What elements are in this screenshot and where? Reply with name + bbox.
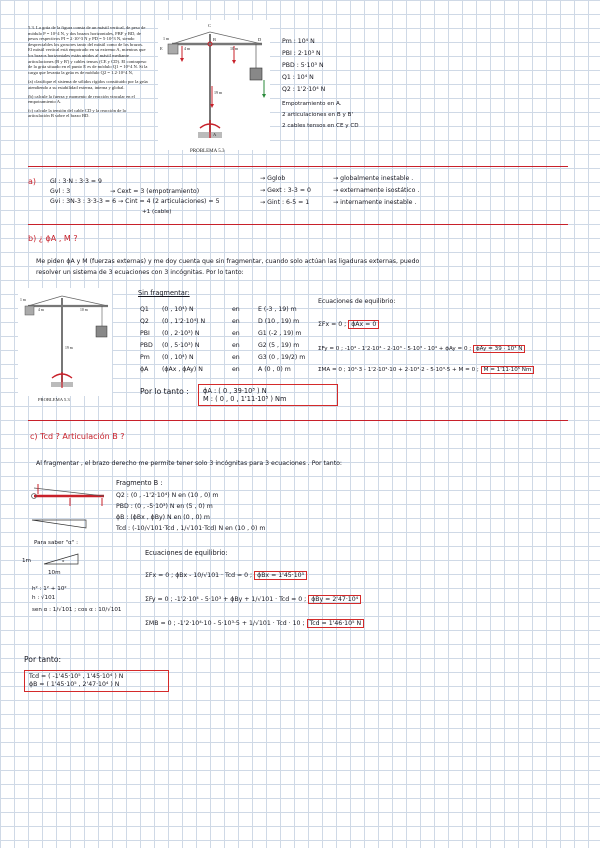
- force-point: G3 (0 , 19/2) m: [258, 354, 306, 361]
- fig-dim-19m: 19 m: [214, 90, 223, 95]
- force-name: Q1: [140, 306, 149, 313]
- force-name: Pm: [140, 354, 150, 361]
- part-a-ext-result: → externamente isostático .: [333, 187, 420, 194]
- force-point: E (-3 , 19) m: [258, 306, 297, 313]
- svg-text:α: α: [62, 558, 65, 563]
- part-c-force-list: [116, 492, 265, 536]
- part-a-gvl: Gvl : 3: [50, 188, 71, 195]
- equation-text: ΣFy = 0 ; -10⁴ - 1'2·10⁴ - 2·10³ - 5·10³ - 10⁴ + ϕAy = 0 ;: [318, 346, 472, 352]
- hypotenuse-eq: h² : 1² + 10²: [32, 586, 67, 592]
- fig-label-e: E: [160, 46, 163, 51]
- force-row: ϕB : (ϕBx , ϕBy) N en (0 , 0) m: [116, 514, 210, 521]
- result-box: ϕBx = 1'45·10⁵: [254, 571, 307, 580]
- fig2-dim-4m: 4 m: [38, 308, 44, 312]
- part-b-eq-fy: [318, 345, 525, 353]
- result-box: ϕAy = 39 · 10³ N: [473, 345, 525, 353]
- force-vector: (ϕAx , ϕAy) N: [162, 366, 203, 373]
- part-a-int-result: → internamente inestable .: [333, 199, 417, 206]
- part-a-label: a): [28, 177, 37, 186]
- force-name: Q2: [140, 318, 149, 325]
- fig-label-b: B: [213, 37, 217, 42]
- force-en: en: [232, 366, 240, 373]
- part-b-eq-fx: [318, 321, 379, 329]
- section-divider: [28, 420, 568, 421]
- triangle-base: 10m: [48, 570, 61, 576]
- equation-text: ΣFy = 0 ; -1'2·10⁴ - 5·10³ + ϕBy + 1/√101 · Tcd = 0 ;: [145, 596, 307, 603]
- given-item: 2 articulaciones en B y B': [282, 112, 353, 118]
- figure-caption: PROBLEMA 5.3: [190, 149, 225, 154]
- part-a-global-result: → globalmente inestable .: [333, 175, 414, 182]
- part-c-eq-moment: [145, 620, 364, 628]
- fig-label-c: C: [208, 23, 212, 28]
- part-c-eq-fy: [145, 596, 361, 604]
- hypotenuse-value: h : √101: [32, 595, 56, 601]
- part-c-heading: Fragmento B :: [116, 479, 163, 487]
- fig2-dim-10m: 10 m: [80, 308, 88, 312]
- force-vector: (0 , 10⁴) N: [162, 306, 194, 313]
- part-a-gglob: → Gglob: [260, 175, 286, 182]
- figure-2-caption: PROBLEMA 5.3: [38, 397, 70, 402]
- problem-part-c: (c) calcule la tensión del cable CD y la reacción de la articulación B sobre el brazo BD.: [28, 107, 126, 119]
- equation-text: ΣFx = 0 ;: [318, 321, 347, 328]
- problem-text: 5.3. La grúa de la figura consta de un mástil vertical, de peso de módulo P = 10^4 N, y dos brazos horizontales, FBF y BD, de pesos respectivos PI = 2·10^3 N y PD = 5·10^3 N, siendo despreciables los grosores tanto del mástil como de los brazos. El mástil vertical está empotrado en su extremo A, mientras que los brazos horizontales están unidos al mástil mediante articulaciones (B y B') y cables tensos (CE y CD). El contrapeso de la grúa situado en el punto E es de módulo Q1 = 10^4 N. Si la carga que levanta la grúa es de módulo Q2 = 1.2·10^4 N,: [28, 25, 148, 75]
- crane-figure-2: [18, 288, 112, 396]
- force-en: en: [232, 330, 240, 337]
- final-label: Por tanto:: [24, 655, 62, 664]
- problem-part-a: (a) clasifique el sistema de sólidos rígidos constituido por la grúa atendiendo a su estabilidad externa, interna y global.: [28, 79, 148, 90]
- part-b-eq-moment: [318, 366, 534, 374]
- result-box: M = 1'11·10⁵ Nm: [481, 366, 535, 374]
- result-phi-a: ϕA : ( 0 , 39·10³ ) N: [203, 387, 267, 395]
- part-c-eq-fx: [145, 572, 307, 580]
- problem-part-b: (b) calcule la fuerza y momento de reacción vincular en el empotramiento A.: [28, 93, 135, 105]
- part-c-title: c) Tcd ? Articulación B ?: [30, 432, 125, 441]
- given-item: Empotramiento en A.: [282, 101, 342, 107]
- fig-label-a: A: [213, 132, 217, 137]
- boom-fragment-sketch: [30, 478, 110, 508]
- given-item: 2 cables tensos en CE y CD: [282, 123, 359, 129]
- crane-figure: [158, 20, 270, 150]
- equation-text: ΣMA = 0 ; 10⁴·3 - 1'2·10⁴·10 + 2·10³·2 - 5·10³·5 + M = 0 ;: [318, 367, 479, 373]
- force-vector: (0 , 2·10³) N: [162, 330, 200, 337]
- section-divider: [28, 224, 568, 225]
- final-tcd: Tcd = ( -1'45·10⁵ , 1'45·10⁴ ) N: [29, 673, 124, 680]
- fig-dim-4m: 4 m: [184, 46, 191, 51]
- fig-dim-1m: 1 m: [163, 36, 170, 41]
- part-a-gl: Gl : 3·N : 3·3 = 9: [50, 178, 102, 185]
- force-vector: (0 , 10⁴) N: [162, 354, 194, 361]
- force-row: Tcd : (-10/√101·Tcd , 1/√101·Tcd) N en (10 , 0) m: [116, 525, 266, 532]
- force-name: PBD: [140, 342, 153, 349]
- part-c-eq-heading: Ecuaciones de equilibrio:: [145, 549, 228, 557]
- result-box: ϕBy = 2'47·10⁴: [308, 595, 361, 604]
- force-point: A (0 , 0) m: [258, 366, 291, 373]
- force-en: en: [232, 342, 240, 349]
- trig-values: sen α : 1/√101 ; cos α : 10/√101: [32, 607, 122, 613]
- given-item: Q1 : 10⁴ N: [282, 74, 314, 81]
- force-en: en: [232, 306, 240, 313]
- part-a-cint: → Cint = 4 (2 articulaciones) = 5: [118, 198, 220, 205]
- part-b-conclusion-label: Por lo tanto :: [140, 387, 189, 396]
- force-row: PBD : (0 , -5·10³) N en (5 , 0) m: [116, 503, 213, 510]
- force-vector: (0 , 5·10³) N: [162, 342, 200, 349]
- force-point: G1 (-2 , 19) m: [258, 330, 302, 337]
- final-result-box: [24, 670, 169, 692]
- given-item: PBI : 2·10³ N: [282, 50, 321, 57]
- given-item: Pm : 10⁴ N: [282, 38, 315, 45]
- force-name: ϕA: [140, 366, 149, 373]
- part-a-gext: → Gext : 3-3 = 0: [260, 187, 311, 194]
- fig-label-d: D: [258, 37, 262, 42]
- force-point: D (10 , 19) m: [258, 318, 300, 325]
- part-a-gvi: Gvi : 3N-3 : 3·3-3 = 6: [50, 198, 117, 205]
- part-b-title: b) ¿ ϕA , M ?: [28, 234, 78, 243]
- force-en: en: [232, 318, 240, 325]
- force-row: Q2 : (0 , -1'2·10⁴) N en (10 , 0) m: [116, 492, 219, 499]
- equation-text: ΣMB = 0 ; -1'2·10⁴·10 - 5·10³·5 + 1/√101 · Tcd · 10 ;: [145, 620, 305, 627]
- force-point: G2 (5 , 19) m: [258, 342, 300, 349]
- part-b-intro-2: resolver un sistema de 3 ecuaciones con 3 incógnitas. Por lo tanto:: [36, 269, 244, 276]
- problem-statement: [28, 25, 148, 119]
- fig-dim-10m: 10 m: [230, 46, 239, 51]
- part-b-result-box: [198, 384, 338, 406]
- section-divider: [28, 166, 568, 167]
- given-list: [282, 38, 359, 133]
- part-a-cext: → Cext = 3 (empotramiento): [110, 188, 200, 195]
- result-box: ϕAx = 0: [348, 320, 379, 329]
- final-phi-b: ϕB = ( 1'45·10⁵ , 2'47·10⁴ ) N: [29, 681, 120, 688]
- fig2-dim-1m: 1 m: [20, 298, 26, 302]
- force-name: PBI: [140, 330, 150, 337]
- given-item: PBD : 5·10³ N: [282, 62, 324, 69]
- part-c-intro: Al fragmentar , el brazo derecho me permite tener solo 3 incógnitas para 3 ecuaciones . Por tanto:: [36, 460, 342, 467]
- result-box: Tcd = 1'46·10⁵ N: [307, 619, 365, 628]
- part-a-cable: +1 (cable): [142, 209, 172, 215]
- given-item: Q2 : 1'2·10⁴ N: [282, 86, 326, 93]
- fig2-dim-19m: 19 m: [65, 346, 73, 350]
- part-a-gint: → Gint : 6-5 = 1: [260, 199, 310, 206]
- part-b-eq-heading: Ecuaciones de equilibrio:: [318, 298, 396, 305]
- triangle-side: 1m: [22, 558, 32, 564]
- force-en: en: [232, 354, 240, 361]
- force-vector: (0 , 1'2·10⁴) N: [162, 318, 206, 325]
- result-moment: M : ( 0 , 0 , 1'11·10⁵ ) Nm: [203, 395, 287, 403]
- part-b-intro-1: Me piden ϕA y M (fuerzas externas) y me doy cuenta que sin fragmentar, cuando solo actúan las ligaduras externas, puedo: [36, 258, 420, 265]
- equation-text: ΣFx = 0 ; ϕBx - 10/√101 · Tcd = 0 ;: [145, 572, 253, 579]
- triangle-caption: Para saber "α" :: [34, 540, 78, 546]
- part-b-heading: Sin fragmentar:: [138, 289, 190, 297]
